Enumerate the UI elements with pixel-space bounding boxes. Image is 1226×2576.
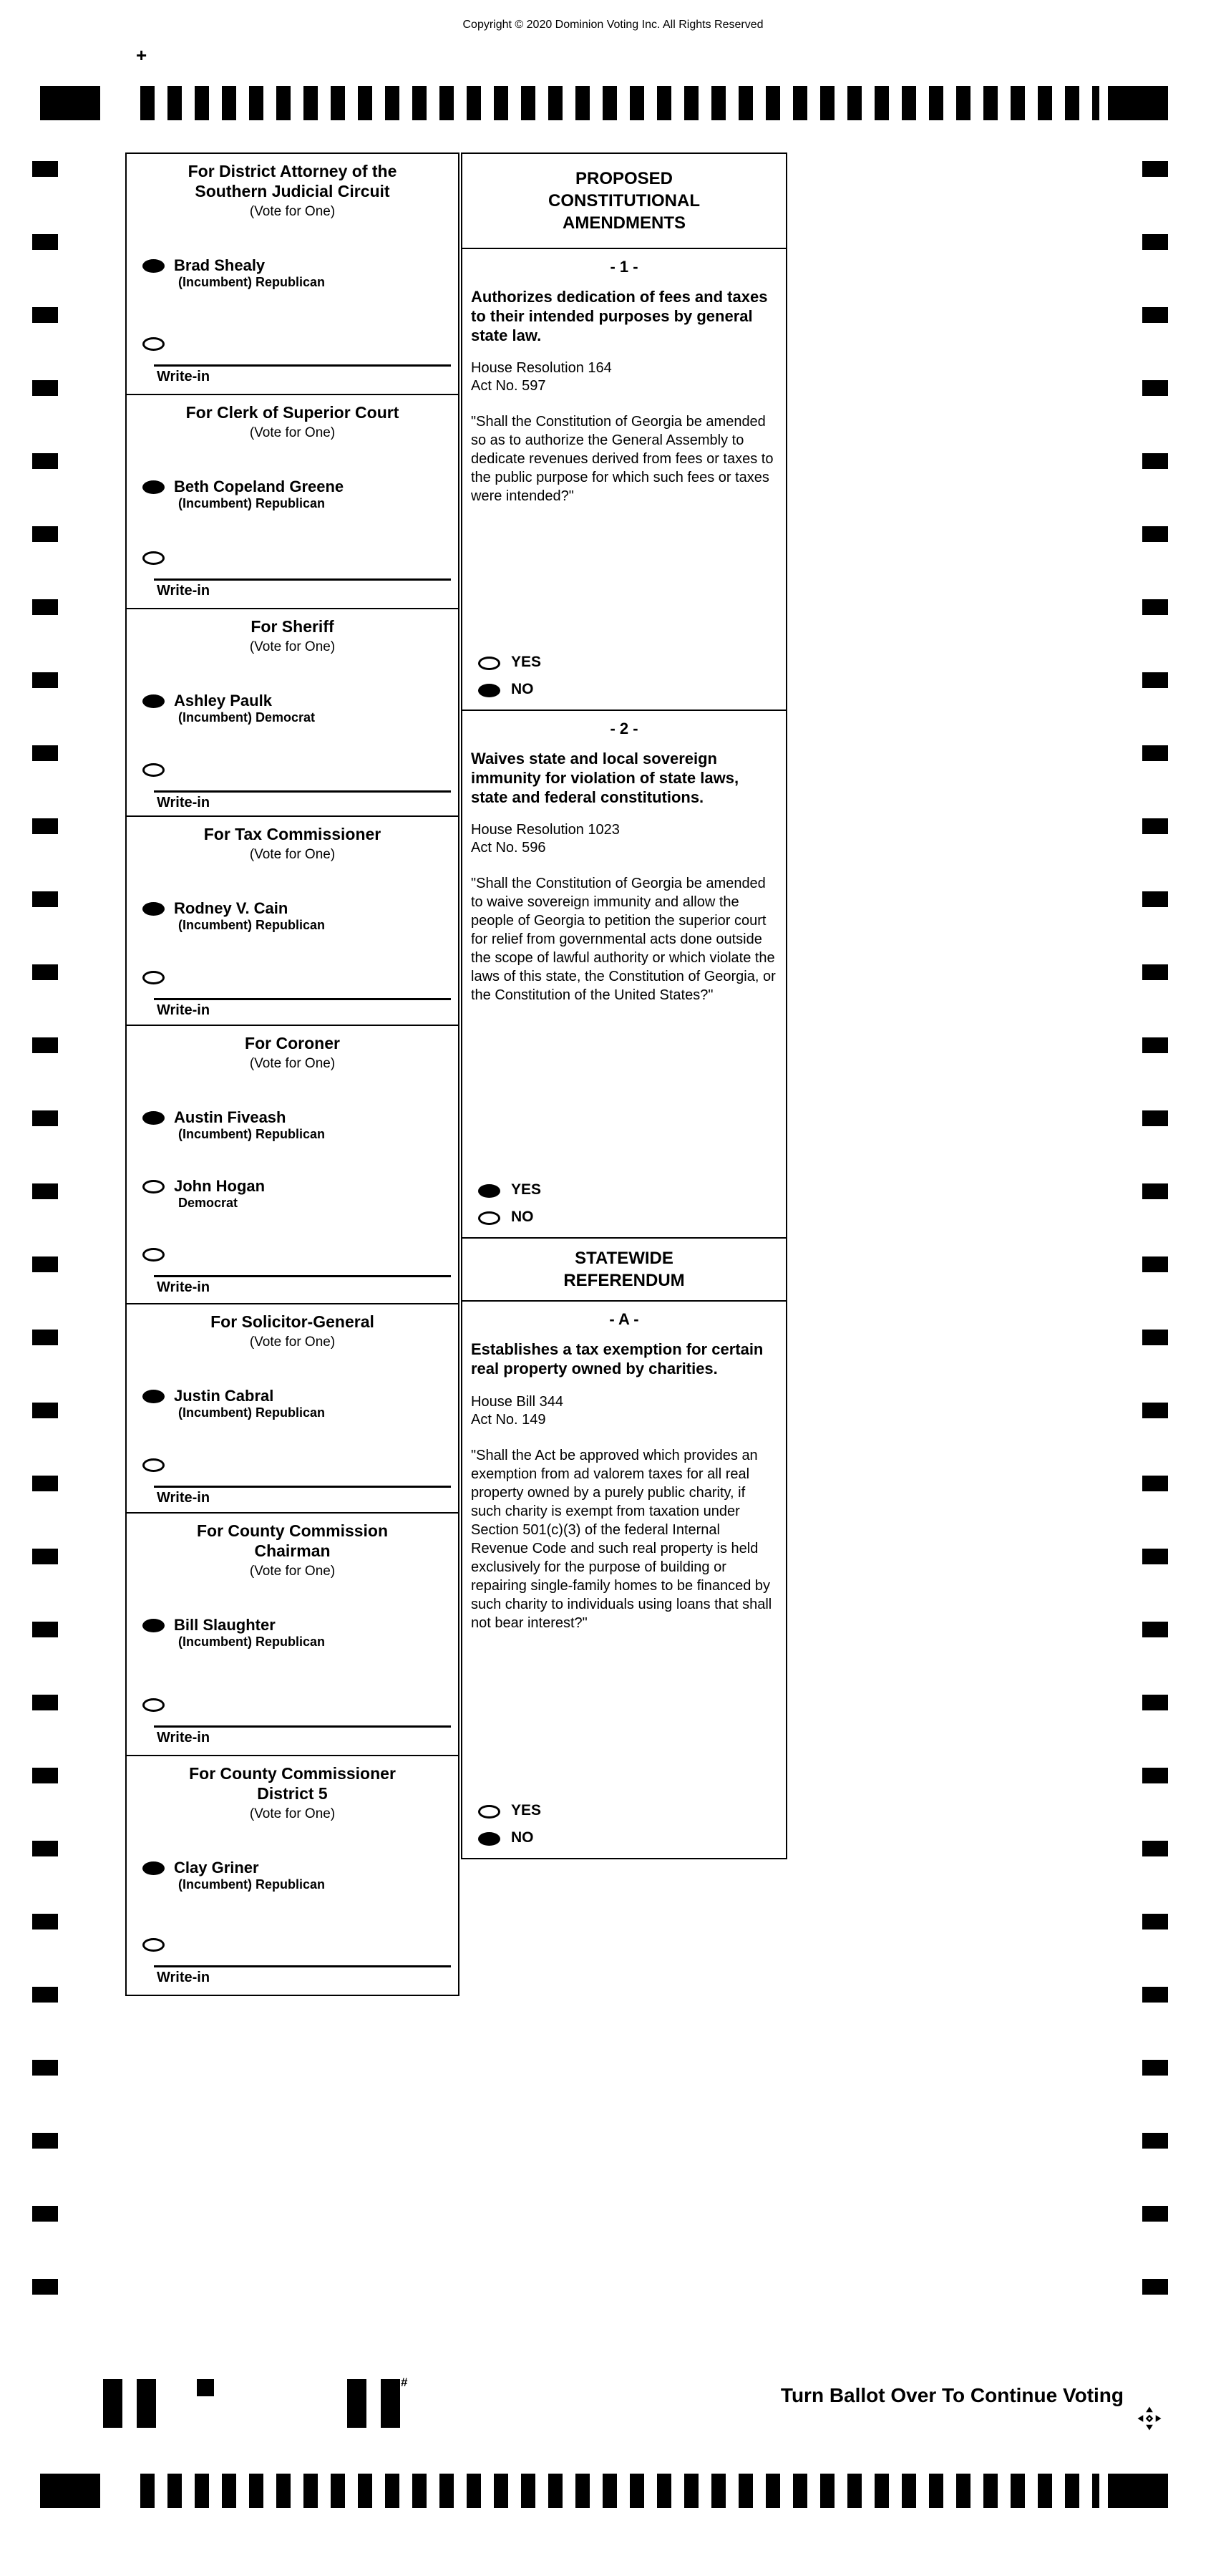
timing-bars-top [140,86,1099,120]
candidate-name: Bill Slaughter [174,1616,276,1635]
write-in-bubble[interactable] [142,1698,165,1712]
races-column [125,152,459,1996]
candidate-bubble[interactable] [142,480,165,494]
ballot-id-square [197,2379,214,2396]
race-title: For Solicitor-General [210,1312,374,1331]
no-bubble[interactable] [478,684,500,697]
measure-options [462,1792,786,1858]
write-in-section [127,1456,458,1515]
candidate-row [127,1109,458,1143]
option-row-no [462,1209,786,1226]
measure-options [462,1171,786,1237]
measure-question: "Shall the Constitution of Georgia be amended so as to authorize the General Assembly to dedicate revenues derived from fees or taxes to the public purpose for which such fees or taxes were intended?" [471,414,774,505]
yes-bubble[interactable] [478,657,500,670]
measure-number: - 1 - [610,258,638,276]
option-row-no [462,681,786,698]
write-in-line[interactable] [154,1725,451,1728]
option-row-yes [462,1181,786,1199]
yes-bubble[interactable] [478,1805,500,1819]
write-in-bubble[interactable] [142,763,165,777]
option-label: YES [511,654,542,670]
candidate-name: Justin Cabral [174,1387,274,1405]
timing-bars-bottom [140,2474,1099,2508]
write-in-bubble[interactable] [142,1458,165,1472]
option-label: NO [511,1829,534,1846]
write-in-section [127,335,458,394]
write-in-label: Write-in [157,369,210,384]
measure-reference: House Resolution 1023 Act No. 596 [471,822,620,856]
write-in-bubble[interactable] [142,1248,165,1262]
candidate-bubble[interactable] [142,1180,165,1193]
write-in-line[interactable] [154,364,451,367]
vote-for-label: (Vote for One) [249,425,336,441]
candidate-name: Clay Griner [174,1859,259,1877]
race-title: For Coroner [245,1034,340,1052]
timing-block-top-right [1108,86,1168,120]
race-box-clerk-superior-court [125,394,459,609]
race-title: For Sheriff [250,617,334,636]
timing-block-bottom-right [1108,2474,1168,2508]
vote-for-label: (Vote for One) [249,639,336,655]
candidate-detail: (Incumbent) Republican [178,918,326,933]
race-title: For County Commission Chairman [196,1521,389,1561]
race-box-district-attorney [125,152,459,395]
option-label: NO [511,681,534,697]
write-in-label: Write-in [157,794,210,810]
candidate-detail: Democrat [178,1195,238,1210]
candidate-bubble[interactable] [142,902,165,916]
write-in-label: Write-in [157,1730,210,1745]
race-box-commissioner-district-5 [125,1755,459,1996]
measure-box-amendment-2 [461,710,787,1239]
candidate-name: Austin Fiveash [174,1108,286,1127]
write-in-line[interactable] [154,790,451,793]
measure-number: - 2 - [610,720,638,737]
write-in-line[interactable] [154,1965,451,1967]
write-in-bubble[interactable] [142,551,165,565]
measure-question: "Shall the Act be approved which provides an exemption from ad valorem taxes for all real property owned by a purely public charity, if such charity is exempt from taxation under Section 501(c)(3) of the federal Internal Revenue Code and such real property is held exclusively for the purpose of building or repairing single-family homes to be financed by such charity to individuals using loans that shall not bear interest?" [471,1447,772,1631]
candidate-bubble[interactable] [142,1619,165,1632]
vote-for-label: (Vote for One) [249,1806,336,1822]
candidate-detail: (Incumbent) Republican [178,1405,326,1420]
option-row-no [462,1829,786,1846]
registration-cross-icon [1137,2406,1162,2431]
candidate-name: Rodney V. Cain [174,899,288,918]
option-label: YES [511,1802,542,1819]
footer-instruction: Turn Ballot Over To Continue Voting [780,2384,1124,2406]
candidate-bubble[interactable] [142,259,165,273]
ballot-id-bar [381,2379,400,2428]
candidate-bubble[interactable] [142,1861,165,1875]
no-bubble[interactable] [478,1832,500,1846]
write-in-section [127,1696,458,1755]
ballot-id-bar [103,2379,122,2428]
measure-summary: Authorizes dedication of fees and taxes to their intended purposes by general state law. [471,288,768,344]
measure-question: "Shall the Constitution of Georgia be amended to waive sovereign immunity and allow the people of Georgia to petition the superior court for relief from governmental acts done outside the scope of lawful authority or which violate the laws of this state, the Constitution of Georgia, or the Constitution of the United States?" [471,876,776,1004]
race-title: For Tax Commissioner [203,825,381,843]
measures-column [461,152,787,1859]
race-title: For County Commissioner District 5 [189,1764,396,1803]
measure-number: - A - [609,1310,639,1328]
write-in-section [127,969,458,1027]
alignment-hash-mark: # [401,2376,408,2389]
candidate-bubble[interactable] [142,1390,165,1403]
write-in-section [127,549,458,608]
write-in-label: Write-in [157,1489,210,1506]
write-in-bubble[interactable] [142,971,165,984]
plus-registration-mark: + [136,44,147,66]
candidate-row [127,692,458,727]
ballot-id-bar [137,2379,156,2428]
write-in-line[interactable] [154,1486,451,1488]
candidate-name: Beth Copeland Greene [174,478,344,496]
candidate-detail: (Incumbent) Republican [178,1635,326,1650]
candidate-row [127,900,458,934]
race-title: For Clerk of Superior Court [185,403,399,422]
no-bubble[interactable] [478,1211,500,1225]
write-in-line[interactable] [154,578,451,581]
timing-block-top-left [40,86,100,120]
timing-marks-left [32,161,58,2352]
race-box-coroner [125,1025,459,1304]
candidate-detail: (Incumbent) Republican [178,1877,326,1892]
candidate-name: Brad Shealy [174,256,266,275]
race-box-commission-chairman [125,1512,459,1756]
write-in-line[interactable] [154,998,451,1000]
write-in-label: Write-in [157,583,210,599]
candidate-detail: (Incumbent) Republican [178,1127,326,1142]
option-row-yes [462,1802,786,1819]
vote-for-label: (Vote for One) [249,1056,336,1072]
ballot-id-bar [347,2379,366,2428]
copyright-text: Copyright © 2020 Dominion Voting Inc. All Rights Reserved [462,19,764,31]
candidate-bubble[interactable] [142,694,165,708]
timing-block-bottom-left [40,2474,100,2508]
write-in-label: Write-in [157,1002,210,1018]
yes-bubble[interactable] [478,1184,500,1198]
candidate-row [127,478,458,513]
option-label: YES [511,1181,542,1198]
option-label: NO [511,1209,534,1225]
candidate-name: John Hogan [174,1176,266,1195]
candidate-detail: (Incumbent) Democrat [178,710,316,725]
candidate-name: Ashley Paulk [174,692,272,710]
candidate-row [127,1388,458,1422]
candidate-detail: (Incumbent) Republican [178,275,326,290]
write-in-bubble[interactable] [142,1938,165,1952]
vote-for-label: (Vote for One) [249,1564,336,1579]
write-in-section [127,761,458,820]
measure-box-amendment-1 [461,248,787,711]
vote-for-label: (Vote for One) [249,204,336,220]
candidate-row [127,1859,458,1894]
amendments-header: PROPOSED CONSTITUTIONAL AMENDMENTS [461,152,787,249]
race-box-sheriff [125,608,459,817]
measure-options [462,644,786,710]
measure-summary: Establishes a tax exemption for certain real property owned by charities. [471,1340,764,1377]
write-in-section [127,1246,458,1304]
candidate-detail: (Incumbent) Republican [178,496,326,511]
measure-reference: House Bill 344 Act No. 149 [471,1393,563,1428]
write-in-label: Write-in [157,1970,210,1985]
race-box-solicitor-general [125,1303,459,1514]
referendum-header: STATEWIDE REFERENDUM [461,1237,787,1302]
vote-for-label: (Vote for One) [249,847,336,863]
option-row-yes [462,654,786,671]
measure-summary: Waives state and local sovereign immunity for violation of state laws, state and federal constitutions. [471,750,739,806]
candidate-bubble[interactable] [142,1111,165,1125]
race-title: For District Attorney of the Southern Judicial Circuit [188,162,397,201]
measure-box-referendum-a [461,1300,787,1859]
candidate-row [127,1617,458,1651]
candidate-row [127,257,458,291]
vote-for-label: (Vote for One) [249,1335,336,1350]
race-box-tax-commissioner [125,815,459,1026]
measure-reference: House Resolution 164 Act No. 597 [471,360,612,394]
write-in-line[interactable] [154,1275,451,1277]
candidate-row [127,1178,458,1212]
write-in-section [127,1936,458,1995]
timing-marks-right [1142,161,1168,2352]
write-in-label: Write-in [157,1279,210,1296]
write-in-bubble[interactable] [142,337,165,351]
